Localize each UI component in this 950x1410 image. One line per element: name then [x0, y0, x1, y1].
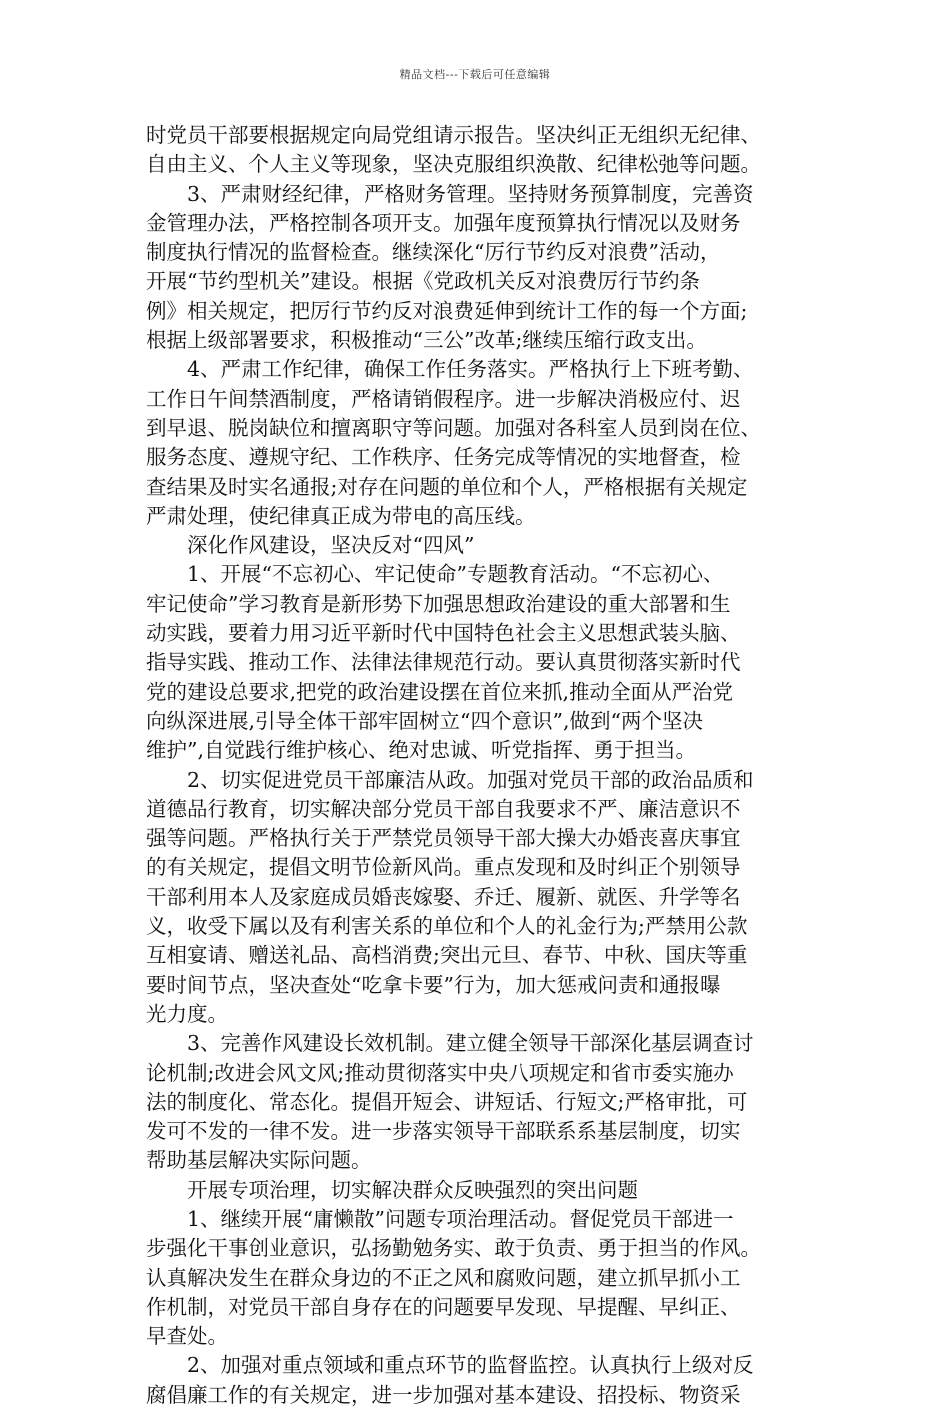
text-line: 金管理办法，严格控制各项开支。加强年度预算执行情况以及财务 — [146, 210, 741, 235]
text-line: 向纵深进展,引导全体干部牢固树立“四个意识”,做到“两个坚决 — [146, 708, 703, 733]
text-line: 根据上级部署要求，积极推动“三公”改革;继续压缩行政支出。 — [146, 328, 707, 353]
text-line: 道德品行教育，切实解决部分党员干部自我要求不严、廉洁意识不 — [146, 796, 741, 821]
document-body — [146, 121, 810, 1410]
text-line: 时党员干部要根据规定向局党组请示报告。坚决纠正无组织无纪律、 — [146, 123, 761, 147]
text-line: 党的建设总要求,把党的政治建设摆在首位来抓,推动全面从严治党 — [146, 679, 734, 704]
text-line: 作机制，对党员干部自身存在的问题要早发现、早提醒、早纠正、 — [146, 1294, 741, 1319]
text-line: 的有关规定，提倡文明节俭新风尚。重点发现和及时纠正个别领导 — [146, 855, 741, 880]
text-line: 认真解决发生在群众身边的不正之风和腐败问题，建立抓早抓小工 — [146, 1265, 741, 1290]
text-line: 光力度。 — [146, 1001, 228, 1026]
text-line: 工作日午间禁酒制度，严格请销假程序。进一步解决消极应付、迟 — [146, 386, 741, 411]
paragraph-start: 1、开展“不忘初心、牢记使命”专题教育活动。“不忘初心、 — [187, 562, 724, 587]
text-line: 强等问题。严格执行关于严禁党员领导干部大操大办婚丧喜庆事宜 — [146, 826, 741, 851]
text-line: 义，收受下属以及有利害关系的单位和个人的礼金行为;严禁用公款 — [146, 914, 748, 939]
text-line: 到早退、脱岗缺位和擅离职守等问题。加强对各科室人员到岗在位、 — [146, 415, 761, 440]
text-line: 指导实践、推动工作、法律法律规范行动。要认真贯彻落实新时代 — [146, 650, 741, 675]
paragraph-start: 1、继续开展“庸懒散”问题专项治理活动。督促党员干部进一 — [187, 1206, 734, 1231]
text-line: 牢记使命”学习教育是新形势下加强思想政治建设的重大部署和生 — [146, 591, 731, 616]
paragraph-start: 3、完善作风建设长效机制。建立健全领导干部深化基层调查讨 — [187, 1031, 754, 1056]
text-line: 开展“节约型机关”建设。根据《党政机关反对浪费厉行节约条 — [146, 269, 700, 294]
text-line: 要时间节点，坚决查处“吃拿卡要”行为，加大惩戒问责和通报曝 — [146, 972, 721, 997]
text-line: 维护”,自觉践行维护核心、绝对忠诚、听党指挥、勇于担当。 — [146, 738, 696, 763]
paragraph-start: 3、严肃财经纪律，严格财务管理。坚持财务预算制度，完善资 — [187, 181, 754, 206]
text-line: 帮助基层解决实际问题。 — [146, 1148, 372, 1173]
text-line: 服务态度、遵规守纪、工作秩序、任务完成等情况的实地督查，检 — [146, 445, 741, 470]
paragraph-start: 4、严肃工作纪律，确保工作任务落实。严格执行上下班考勤、 — [187, 357, 754, 382]
text-line: 动实践，要着力用习近平新时代中国特色社会主义思想武装头脑、 — [146, 621, 741, 646]
text-line: 查结果及时实名通报;对存在问题的单位和个人，严格根据有关规定 — [146, 474, 748, 499]
section-heading: 开展专项治理，切实解决群众反映强烈的突出问题 — [187, 1177, 638, 1202]
text-line: 腐倡廉工作的有关规定，进一步加强对基本建设、招投标、物资采 — [146, 1382, 741, 1407]
text-line: 论机制;改进会风文风;推动贯彻落实中央八项规定和省市委实施办 — [146, 1060, 734, 1085]
text-line: 严肃处理，使纪律真正成为带电的高压线。 — [146, 503, 536, 528]
section-heading: 深化作风建设，坚决反对“四风” — [187, 533, 475, 558]
text-line: 自由主义、个人主义等现象，坚决克服组织涣散、纪律松弛等问题。 — [146, 152, 761, 177]
text-line: 步强化干事创业意识，弘扬勤勉务实、敢于负责、勇于担当的作风。 — [146, 1236, 761, 1261]
text-line: 发可不发的一律不发。进一步落实领导干部联系系基层制度，切实 — [146, 1119, 741, 1144]
text-line: 干部利用本人及家庭成员婚丧嫁娶、乔迁、履新、就医、升学等名 — [146, 884, 741, 909]
paragraph-start: 2、加强对重点领域和重点环节的监督监控。认真执行上级对反 — [187, 1353, 754, 1378]
text-line: 制度执行情况的监督检查。继续深化“厉行节约反对浪费”活动， — [146, 240, 721, 265]
page-header: 精品文档---下载后可任意编辑 — [399, 68, 551, 81]
text-line: 法的制度化、常态化。提倡开短会、讲短话、行短文;严格审批，可 — [146, 1089, 748, 1114]
text-line: 早查处。 — [146, 1324, 228, 1349]
text-line: 互相宴请、赠送礼品、高档消费;突出元旦、春节、中秋、国庆等重 — [146, 943, 748, 968]
paragraph-start: 2、切实促进党员干部廉洁从政。加强对党员干部的政治品质和 — [187, 767, 754, 792]
text-line: 例》相关规定，把厉行节约反对浪费延伸到统计工作的每一个方面; — [146, 298, 748, 323]
